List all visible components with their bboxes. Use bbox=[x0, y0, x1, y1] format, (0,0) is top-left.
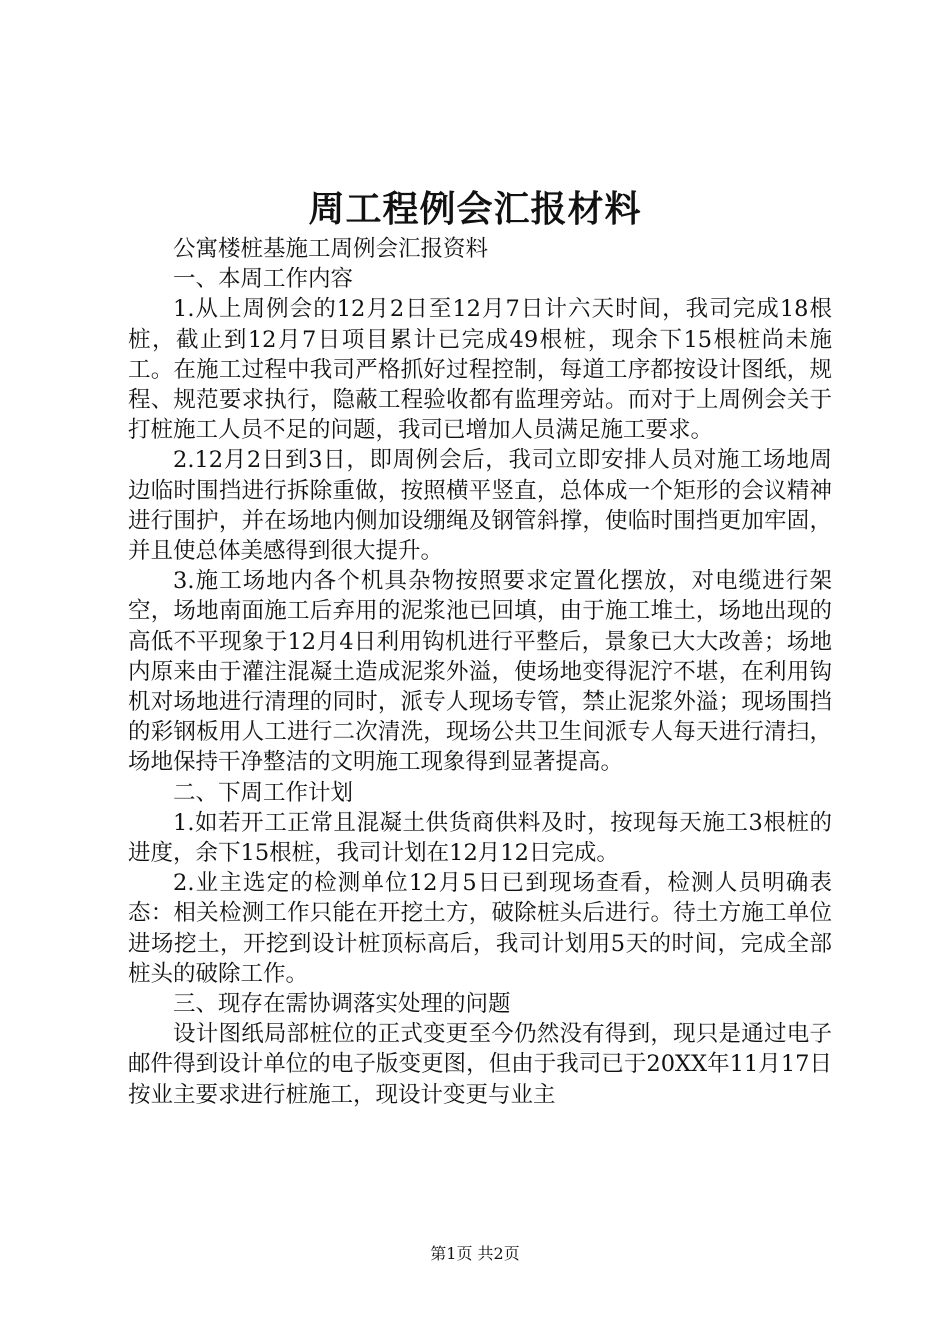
paragraph-progress: 1.从上周例会的12月2日至12月7日计六天时间，我司完成18根桩，截止到12月7日项目累计已完成49根桩，现余下15根桩尚未施工。在施工过程中我司严格抓好过程控制，每道工序都按设计图纸，规程、规范要求执行，隐蔽工程验收都有监理旁站。而对于上周例会关于打桩施工人员不足的问题，我司已增加人员满足施工要求。 bbox=[128, 296, 832, 444]
doc-subtitle: 公寓楼桩基施工周例会汇报资料 bbox=[173, 236, 489, 262]
paragraph-design-change: 设计图纸局部桩位的正式变更至今仍然没有得到，现只是通过电子邮件得到设计单位的电子版变更图，但由于我司已于20XX年11月17日按业主要求进行桩施工，现设计变更与业主 bbox=[128, 1021, 832, 1108]
paragraph-plan-testing: 2.业主选定的检测单位12月5日已到现场查看，检测人员明确表态：相关检测工作只能在开挖土方，破除桩头后进行。待土方施工单位进场挖土，开挖到设计桩顶标高后，我司计划用5天的时间，完成全部桩头的破除工作。 bbox=[128, 870, 832, 987]
section-heading-issues: 三、现存在需协调落实处理的问题 bbox=[173, 991, 511, 1018]
paragraph-fencing: 2.12月2日到3日，即周例会后，我司立即安排人员对施工场地周边临时围挡进行拆除重做，按照横平竖直，总体成一个矩形的会议精神进行围护，并在场地内侧加设绷绳及钢管斜撑，使临时围挡更加牢固，并且使总体美感得到很大提升。 bbox=[128, 447, 832, 565]
page-number: 第1页 共2页 bbox=[430, 1244, 520, 1263]
paragraph-site-cleanup: 3.施工场地内各个机具杂物按照要求定置化摆放，对电缆进行架空，场地南面施工后弃用的泥浆池已回填，由于施工堆土，场地出现的高低不平现象于12月4日利用钩机进行平整后，景象已大大改善；场地内原来由于灌注混凝土造成泥浆外溢，使场地变得泥泞不堪，在利用钩机对场地进行清理的同时，派专人现场专管，禁止泥浆外溢；现场围挡的彩钢板用人工进行二次清洗，现场公共卫生间派专人每天进行清扫，场地保持干净整洁的文明施工现象得到显著提高。 bbox=[128, 568, 832, 776]
paragraph-plan-piles: 1.如若开工正常且混凝土供货商供料及时，按现每天施工3根桩的进度，余下15根桩，我司计划在12月12日完成。 bbox=[128, 809, 832, 867]
section-heading-this-week: 一、本周工作内容 bbox=[173, 266, 354, 293]
document-body bbox=[128, 234, 832, 1110]
document-title: 周工程例会汇报材料 bbox=[308, 188, 642, 230]
section-heading-next-week: 二、下周工作计划 bbox=[173, 779, 354, 806]
